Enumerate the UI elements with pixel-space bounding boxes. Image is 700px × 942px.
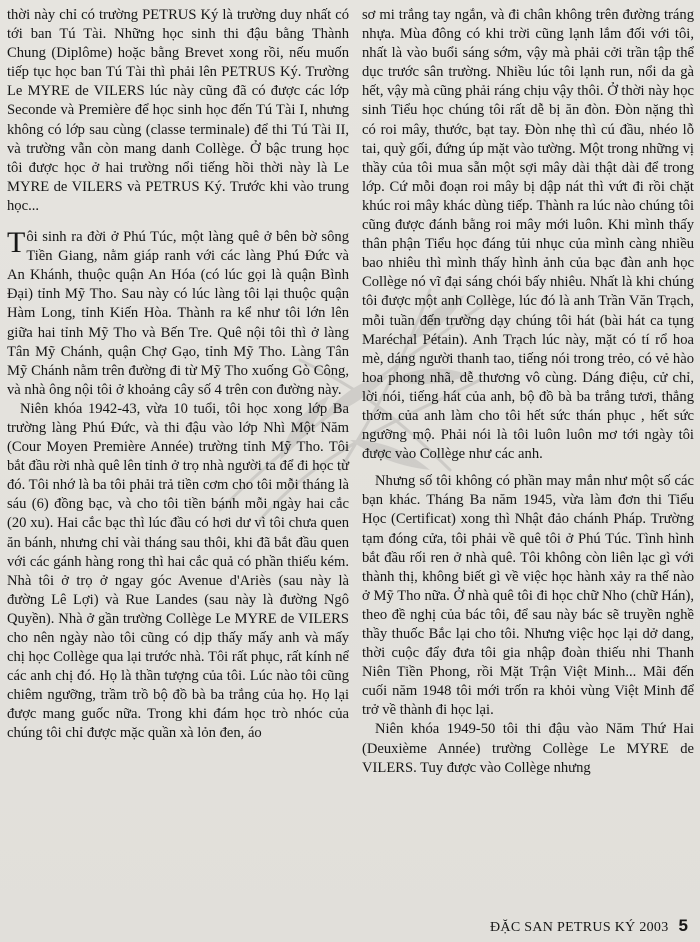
page-footer: [490, 916, 688, 936]
drop-cap: T: [7, 226, 26, 260]
left-column: [7, 6, 349, 744]
page-number: 5: [678, 916, 688, 935]
magazine-title: ĐẶC SAN PETRUS KÝ 2003: [490, 920, 669, 935]
left-paragraph-2: [7, 228, 349, 400]
left-paragraph-2-text: ôi sinh ra đời ở Phú Túc, một làng quê ở bên bờ sông Tiền Giang, nằm giáp ranh với các làng Phú Đức và An Khánh, thuộc quận An Hóa (có lúc gọi là quận Bình Đại) tỉnh Mỹ Tho. Sau này có lúc làng tôi lại thuộc quận Hàm Long, tỉnh Kiến Hòa. Thành ra kể như tôi lớn lên giữa hai tỉnh Mỹ Tho và Bến Tre. Quê nội tôi thì ở làng Tân Mỹ Chánh, quận Chợ Gạo, tỉnh Mỹ Tho. Làng Tân Mỹ Chánh nằm trên đường đi từ Mỹ Tho xuống Gò Công, và nhà ông nội tôi ở khoảng cây số 4 trên con đường này.: [7, 229, 349, 398]
right-column: [362, 6, 694, 778]
left-paragraph-3: Niên khóa 1942-43, vừa 10 tuổi, tôi học xong lớp Ba trường làng Phú Đức, và thi đậu vào lớp Nhì Một Năm (Cour Moyen Première Année) trường tỉnh Mỹ Tho. Tôi bắt đầu rời nhà quê lên tỉnh ở trọ nhà người ta để đi học từ đó. Tôi nhớ là ba tôi phải trả tiền cơm cho tôi mỗi tháng là sáu (6) đồng bạc, và cho tôi tiền bánh mỗi ngày hai cắc (20 xu). Hai cắc bạc thì lúc đầu có hơi dư vì tôi chưa quen ăn bánh, nhưng chỉ vài tháng sau thôi, khi đã bắt đầu quen với các gánh hàng rong thì hai cắc quả có phần thiếu kém. Nhà tôi ở trọ ở ngay góc Avenue d'Ariès (sau này là đường Lê Lợi) và Rue Landes (sau này là đường Ngô Quyền). Nhà ở gần trường Collège Le MYRE de VILERS cho nên ngày nào tôi cũng có dịp thấy mấy anh và mấy chị học Collège qua lại trước nhà. Tôi rất phục, rất kính nể các anh chị đó. Họ là thần tượng của tôi. Lúc nào tôi cũng chiêm ngưỡng, trầm trồ bộ đồ bà ba trắng của họ. Họ lại được mang guốc nữa. Trong khi đám học trò nhóc của chúng tôi chỉ được mặc quần xà lỏn đen, áo: [7, 400, 349, 742]
right-paragraph-1: sơ mi trắng tay ngắn, và đi chân không trên đường tráng nhựa. Mùa đông có khi trời cũng lạnh lắm đối với tôi, nhất là vào buổi sáng sớm, vậy mà phải cởi trần tập thể dục trước sân trường. Nhiều lúc tôi lạnh run, nổi da gà hết, vậy mà cũng phải ráng chịu vậy thôi. Ở thời này học sinh Tiểu học chúng tôi rất dễ bị ăn đòn. Đòn nặng thì có roi mây, thước, bạt tay. Đòn nhẹ thì cú đầu, nhéo lỗ tai, quỳ gối, đứng úp mặt vào tường. Một trong những vị thầy của tôi mua sẵn một sợi mây dài thật dài để trong lớp. Cứ mỗi đoạn roi mây bị dập nát thì vứt đi rồi chặt khúc roi mây khác dùng tiếp. Thành ra lúc nào chúng tôi cũng được đánh bằng roi mây mới luôn. Khi mình thấy thân phận Tiểu học đáng tủi nhục của mình càng nhiều bao nhiêu thì mình thấy hình ảnh của bạc đàn anh học Collège nó vĩ đại sáng chói bấy nhiêu. Nhất là khi chúng tôi được một anh Collège, lúc đó là anh Trần Văn Trạch, mỗi tuần đến trường dạy chúng tôi hát (bài hát ca tụng Maréchal Pétain). Anh Trạch lúc này, mặt có tí rổ hoa mè, dáng người thanh tao, tiếng nói trong trẻo, có vẻ hào hoa phong nhã, dễ thương vô cùng. Dáng điệu, cử chỉ, lời nói, tiếng hát của anh, bộ đồ bà ba trắng tươi, thẳng thớm của anh làm cho tôi hết sức thán phục , hết sức ngưỡng mộ. Phải nói là tôi luôn luôn mơ tới ngày tôi được vào Collège như các anh.: [362, 7, 694, 463]
right-paragraph-3: Niên khóa 1949-50 tôi thi đậu vào Năm Thứ Hai (Deuxième Année) trường Collège Le MYRE de VILERS. Tuy được vào Collège nhưng: [362, 721, 694, 776]
left-paragraph-1: thời này chỉ có trường PETRUS Ký là trường duy nhất có tới ban Tú Tài. Những học sinh thi đậu bằng Thành Chung (Diplôme) hoặc bằng Brevet xong rồi, nếu muốn tiếp tục học ban Tú Tài thì phải lên PETRUS Ký. Trường Le MYRE de VILERS lúc này cũng đã có được các lớp Seconde và Première để học sinh học đến Tú Tài I, nhưng không có lớp sau cùng (classe terminale) để thi Tú Tài II, và trường vẫn còn mang danh Collège. Ở bậc trung học tôi được học ở hai trường nổi tiếng hồi thời này là Le MYRE de VILERS và PETRUS Ký. Trước khi vào trung học...: [7, 7, 349, 214]
right-paragraph-2: Nhưng số tôi không có phần may mắn như một số các bạn khác. Tháng Ba năm 1945, vừa làm đơn thi Tiểu Học (Certificat) xong thì Nhật đảo chánh Pháp. Trường tạm đóng cửa, tôi phải về quê tôi ở Phú Túc. Tình hình bắt đầu rối ren ở nhà quê. Tôi không còn liên lạc gì với thành thị, không biết gì về việc học hành xảy ra thế nào ở Mỹ Tho nữa. Ở nhà quê tôi đi học chữ Nho (chữ Hán), theo đề nghị của bác tôi, để sau này bác sẽ truyền nghề thầy thuốc Bắc lại cho tôi. Nhưng việc học lại dở dang, thời cuộc đẩy đưa tôi gia nhập đoàn thiếu nhi Thanh Niên Tiền Phong, rồi Mặt Trận Việt Minh... Mãi đến cuối năm 1948 tôi mới trốn ra khỏi vùng Việt Minh để trở về thành đi học lại.: [362, 473, 694, 719]
